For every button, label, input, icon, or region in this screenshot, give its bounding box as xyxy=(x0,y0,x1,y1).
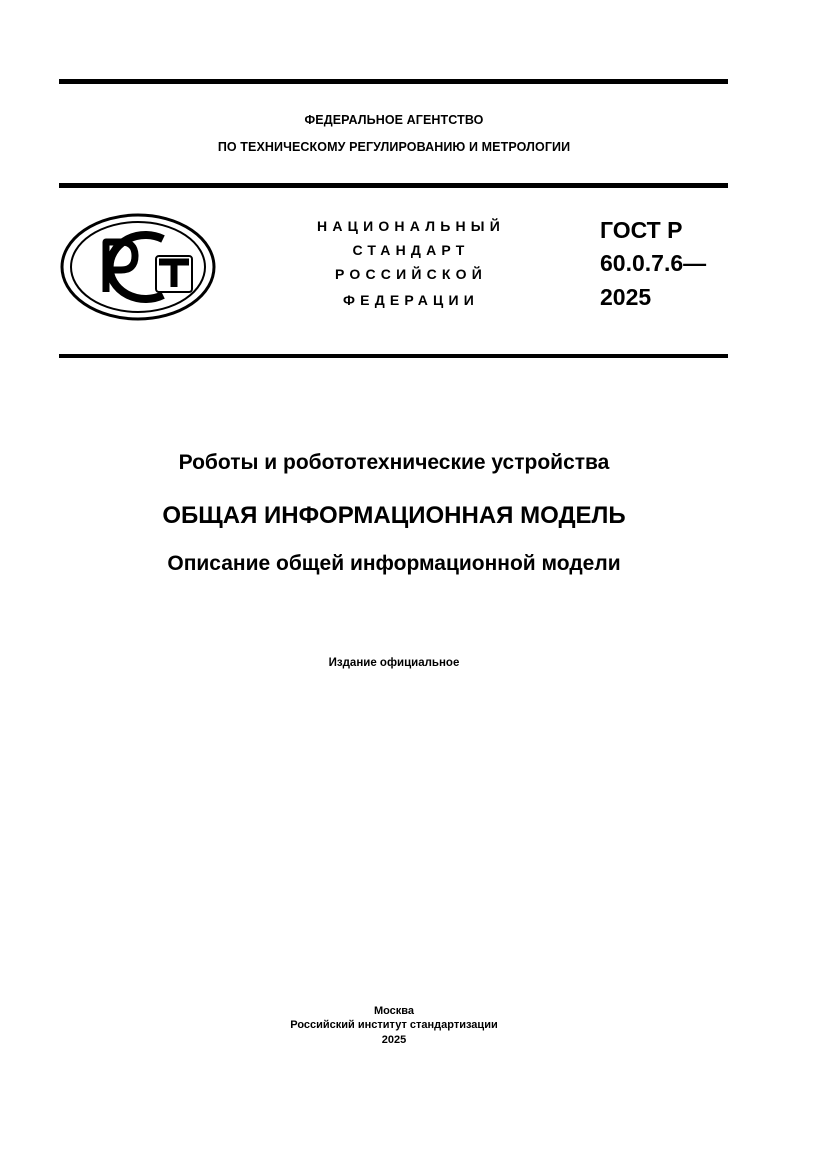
standard-type-line4: ФЕДЕРАЦИИ xyxy=(343,292,479,308)
standard-type-line2: СТАНДАРТ xyxy=(352,242,470,258)
imprint-publisher: Российский институт стандартизации xyxy=(290,1019,498,1031)
gost-number: 60.0.7.6— xyxy=(600,250,707,276)
document-title-line2: ОБЩАЯ ИНФОРМАЦИОННАЯ МОДЕЛЬ xyxy=(162,502,626,529)
agency-name-line2: ПО ТЕХНИЧЕСКОМУ РЕГУЛИРОВАНИЮ И МЕТРОЛОГИИ xyxy=(217,140,571,154)
document-title-line1: Роботы и робототехнические устройства xyxy=(178,451,610,474)
agency-name-line1: ФЕДЕРАЛЬНОЕ АГЕНТСТВО xyxy=(304,113,484,127)
gost-year: 2025 xyxy=(600,284,652,310)
document-title-line3: Описание общей информационной модели xyxy=(167,552,621,575)
agency-divider xyxy=(59,183,728,188)
top-rule xyxy=(59,79,728,84)
gost-r-emblem-icon xyxy=(59,212,217,322)
standard-divider xyxy=(59,354,728,358)
standard-type-line3: РОССИЙСКОЙ xyxy=(335,266,487,282)
imprint-city: Москва xyxy=(373,1005,415,1017)
gost-prefix: ГОСТ Р xyxy=(600,217,683,243)
imprint-year: 2025 xyxy=(381,1034,407,1046)
edition-label: Издание официальное xyxy=(328,657,460,669)
standard-type-line1: НАЦИОНАЛЬНЫЙ xyxy=(317,218,505,234)
